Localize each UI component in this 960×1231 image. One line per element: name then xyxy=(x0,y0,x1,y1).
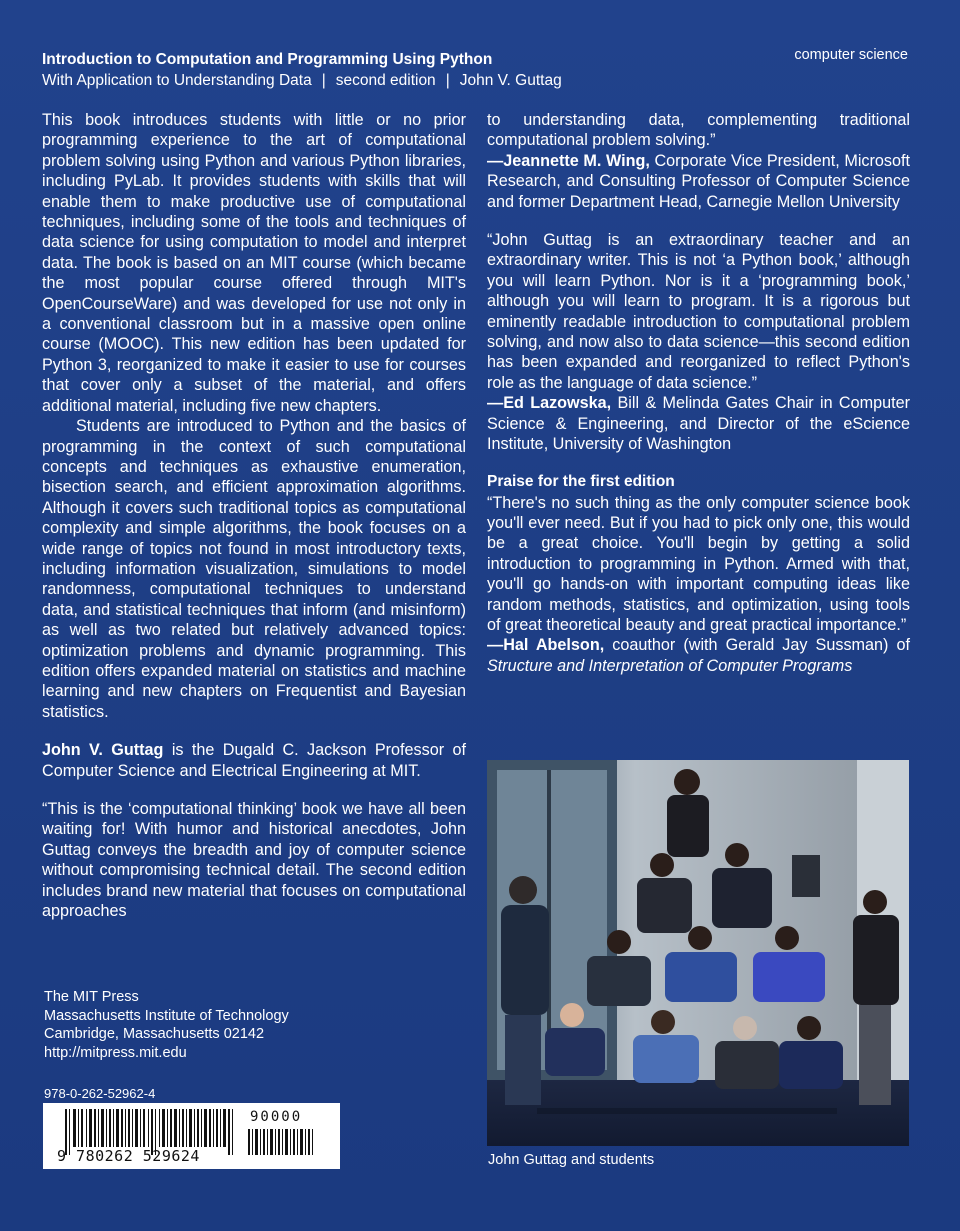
author-bio-text: is the Dugald C. Jackson Professor of Computer Science and Electrical Engineering at MIT. xyxy=(42,741,466,780)
subtitle-line xyxy=(42,70,912,92)
separator: | xyxy=(321,72,326,89)
barcode-addon: 90000 xyxy=(250,1109,303,1125)
left-column xyxy=(42,110,466,921)
photo-caption: John Guttag and students xyxy=(488,1152,655,1168)
praise-attribution xyxy=(487,635,910,676)
group-photo xyxy=(487,760,909,1146)
author-bio-name: John V. Guttag xyxy=(42,741,164,760)
book-title: Introduction to Computation and Programming Using Python xyxy=(42,51,493,68)
book-header xyxy=(42,50,912,92)
author-bio xyxy=(42,740,466,781)
group-photo-illustration xyxy=(487,760,909,1146)
barcode xyxy=(43,1103,340,1169)
quote-wing-part2: to understanding data, complementing traditional computational problem solving.” xyxy=(487,111,910,150)
praise-heading: Praise for the first edition xyxy=(487,472,675,490)
description-paragraph-2: Students are introduced to Python and the basics of programming in the context of such computational concepts and techniques as exhaustive enumeration, bisection search, and efficient approximation algorithms. Although it covers such traditional topics as computational complexity and simple algorithms, the book focuses on a wide range of topics not found in most introductory texts, including information visualization, simulations to model randomness, computational techniques to understand data, and statistical techniques that inform (and misinform) as well as two related but relatively advanced topics: optimization problems and dynamic programming. This edition offers expanded material on statistics and machine learning and new chapters on Frequentist and Bayesian statistics. xyxy=(42,417,466,721)
publisher-institute: Massachusetts Institute of Technology xyxy=(44,1007,289,1024)
book-subtitle: With Application to Understanding Data xyxy=(42,72,312,89)
quote-wing-part1: “This is the ‘computational thinking’ book we have all been waiting for! With humor and historical anecdotes, John Guttag conveys the breadth and joy of computer science without compromising technical detail. The second edition includes brand new material that focuses on computational approaches xyxy=(42,800,466,921)
barcode-digits: 9 780262 529624 xyxy=(57,1147,200,1165)
praise-attribution-book: Structure and Interpretation of Computer Programs xyxy=(487,656,853,675)
quote-wing-attribution-text: Corporate Vice President, Microsoft Research, and Consulting Professor of Computer Science and former Department Head, Carnegie Mellon University xyxy=(487,151,910,211)
isbn: 978-0-262-52962-4 xyxy=(44,1086,156,1101)
publisher-address: Cambridge, Massachusetts 02142 xyxy=(44,1026,265,1042)
quote-wing-attribution xyxy=(487,151,910,212)
quote-lazowska-attribution-text: Bill & Melinda Gates Chair in Computer Science & Engineering, and Director of the eScience Institute, University of Washington xyxy=(487,394,910,454)
quote-lazowska-attribution xyxy=(487,393,910,454)
praise-quote: “There's no such thing as the only computer science book you'll ever need. But if you had to pick only one, this would be a great choice. You'll begin by getting a solid introduction to programming in Python. Armed with that, you'll go hands-on with important computing ideas like random methods, statistics, and optimization, using tools of great theoretical beauty and great practical importance.” xyxy=(487,493,910,634)
quote-lazowska-attribution-name: —Ed Lazowska, xyxy=(487,394,612,413)
description-paragraph-1: This book introduces students with little or no prior programming experience to the art of computational problem solving using Python and various Python libraries, including PyLab. It provides students with skills that will enable them to make productive use of computational techniques, including some of the tools and techniques of data science for using computation to model and interpret data. The book is based on an MIT course (which became the most popular course offered through MIT's OpenCourseWare) and was developed for use not only in a conventional classroom but in a massive open online course (MOOC). This new edition has been updated for Python 3, reorganized to make it easier to use for courses that cover only a subset of the material, and offers additional material, including five new chapters. xyxy=(42,111,466,415)
separator: | xyxy=(445,72,450,89)
right-column xyxy=(487,110,910,676)
quote-wing-attribution-name: —Jeannette M. Wing, xyxy=(487,151,650,170)
author-name: John V. Guttag xyxy=(459,72,562,89)
category-label: computer science xyxy=(794,47,908,63)
praise-attribution-name: —Hal Abelson, xyxy=(487,636,605,655)
publisher-url: http://mitpress.mit.edu xyxy=(44,1044,187,1061)
praise-attribution-text: coauthor (with Gerald Jay Sussman) of xyxy=(604,636,910,655)
publisher-name: The MIT Press xyxy=(44,989,139,1005)
quote-lazowska: “John Guttag is an extraordinary teacher and an extraordinary writer. This is not ‘a Python book,’ although you will learn Python. Nor is it a ‘programming book,’ although you will learn to program. It is a rigorous but eminently readable introduction to computational problem solving, and now also to data science—this second edition has been expanded and reorganized to reflect Python's role as the language of data science.” xyxy=(487,231,910,392)
publisher-info xyxy=(44,988,289,1062)
edition-label: second edition xyxy=(335,72,436,89)
